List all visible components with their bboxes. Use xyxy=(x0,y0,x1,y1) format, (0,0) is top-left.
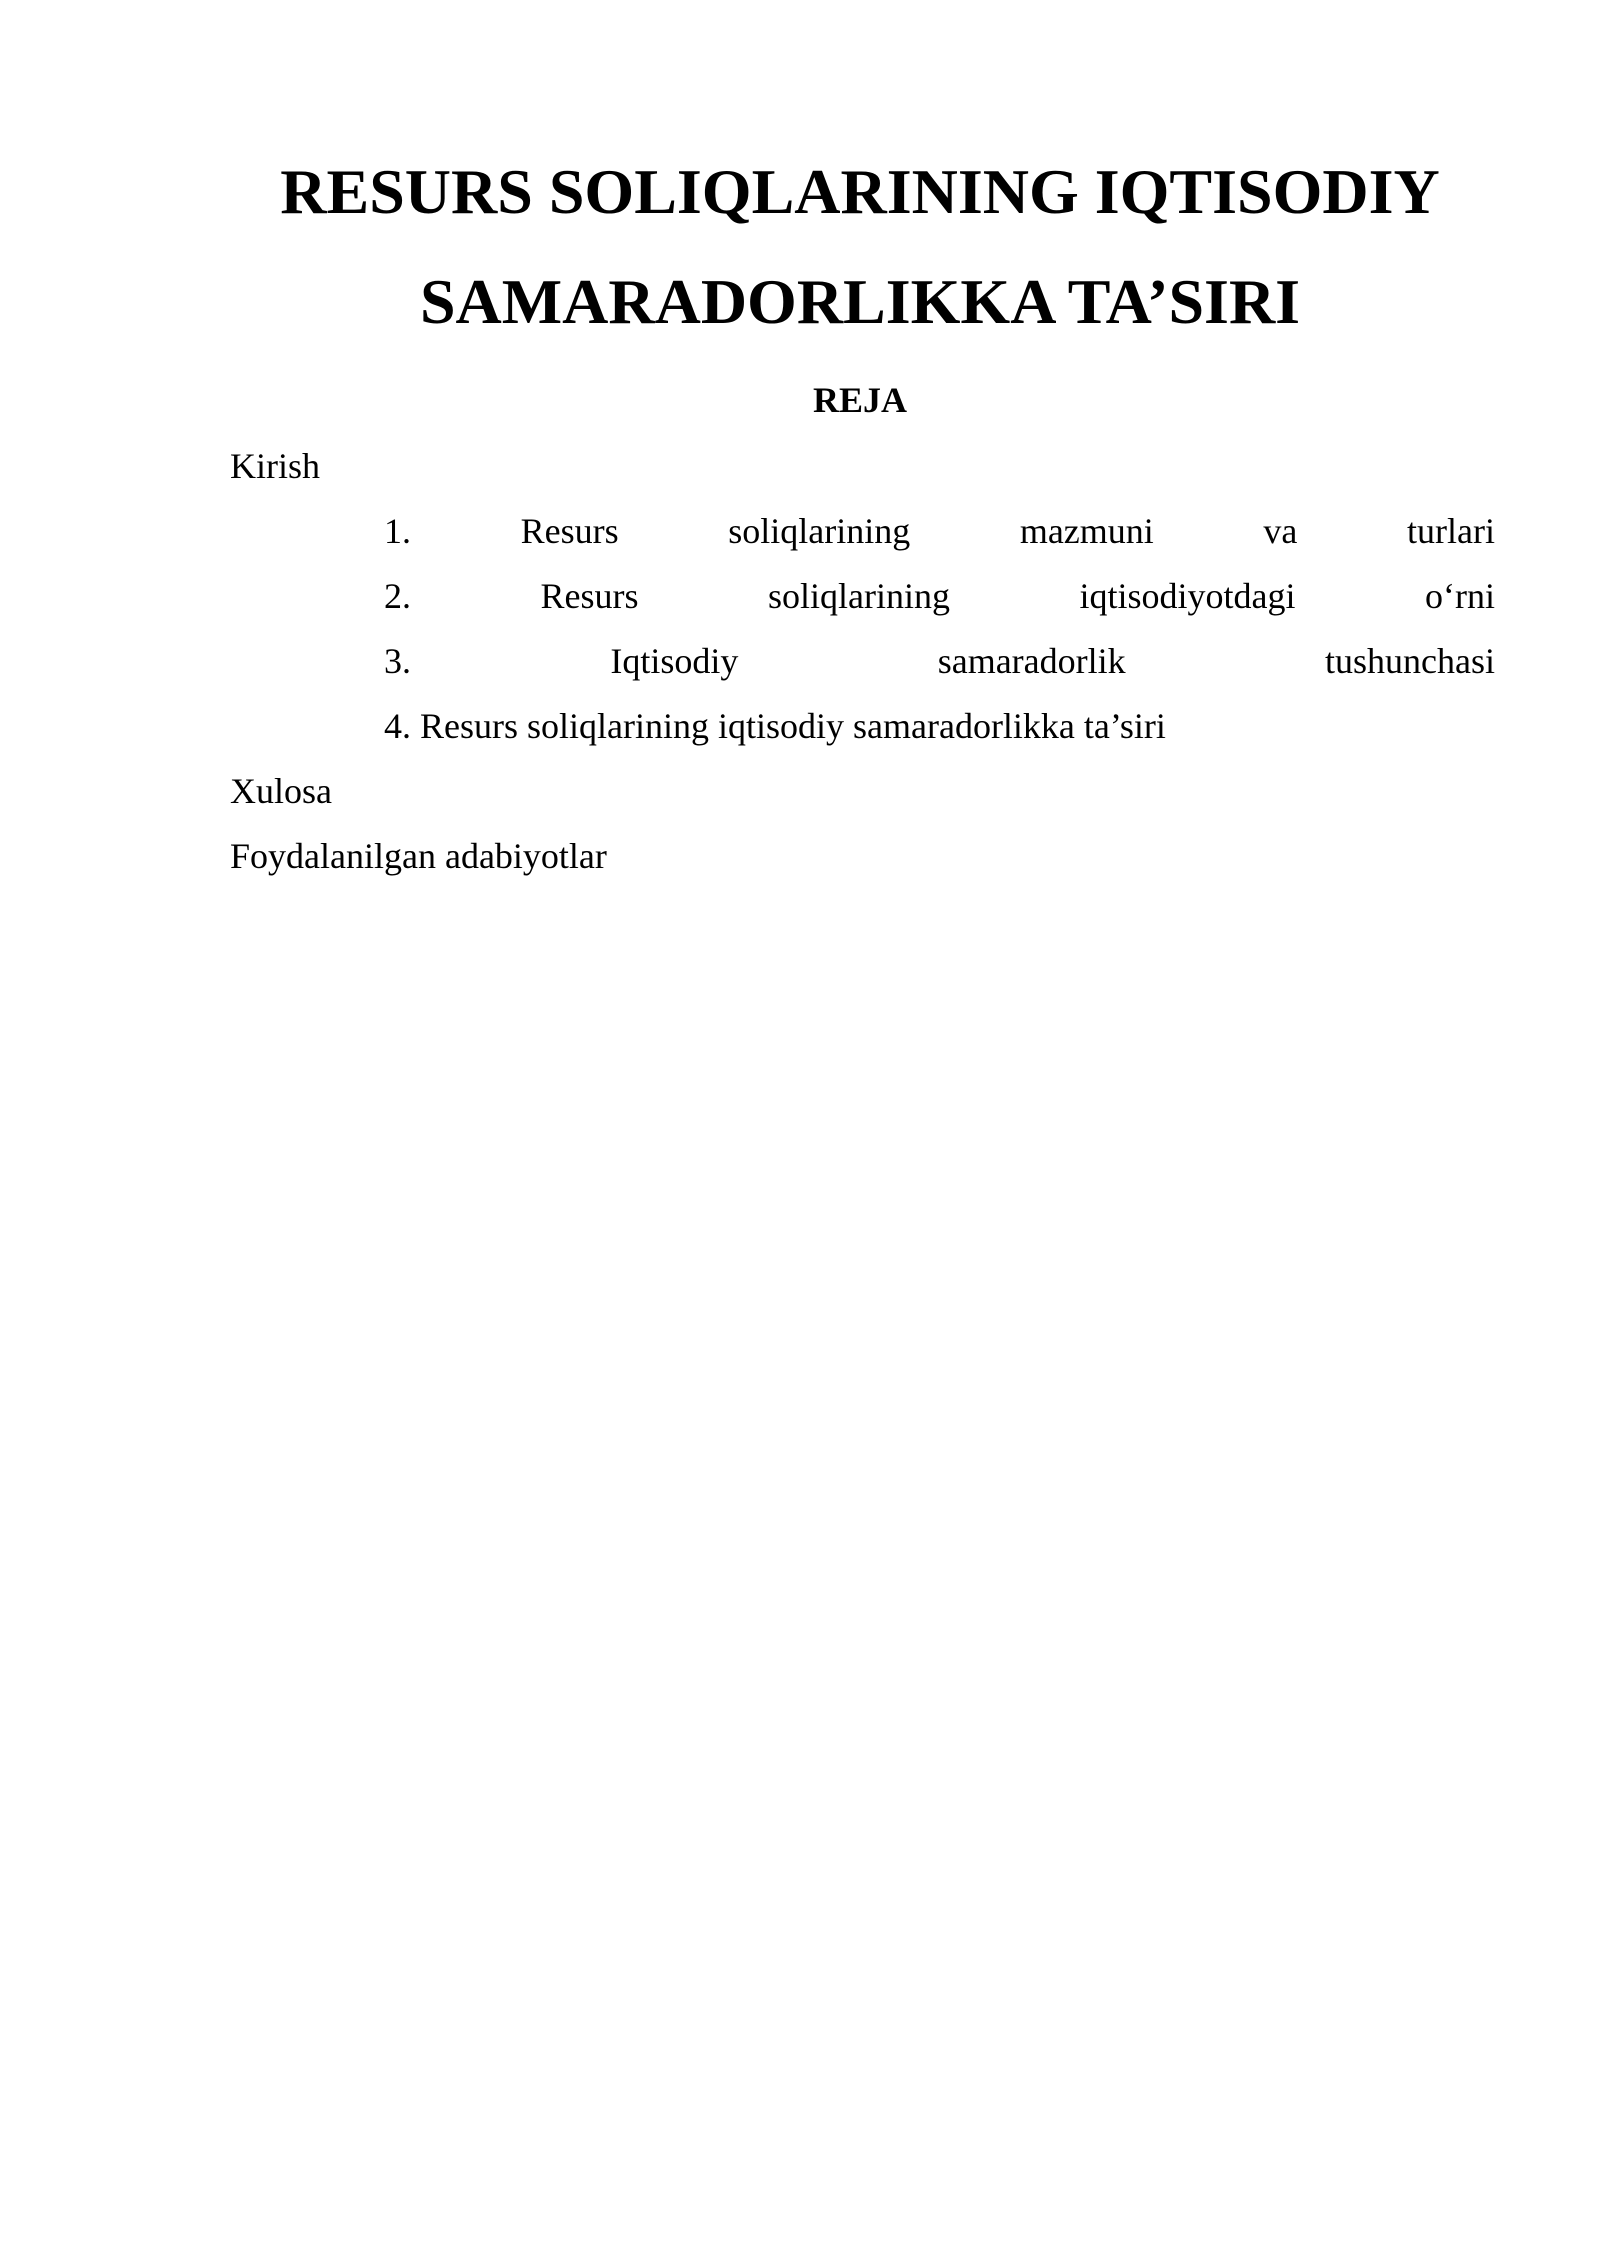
plan-item-3-word: samaradorlik xyxy=(937,641,1126,681)
intro-entry: Kirish xyxy=(230,446,320,486)
plan-item-3 xyxy=(384,641,1495,681)
references-entry: Foydalanilgan adabiyotlar xyxy=(230,836,607,876)
plan-item-3-word: Iqtisodiy xyxy=(610,641,739,681)
plan-item-1-word: mazmuni xyxy=(1019,511,1154,551)
plan-item-1-number: 1. xyxy=(384,511,411,551)
plan-item-1-word: turlari xyxy=(1407,511,1495,551)
plan-item-1 xyxy=(384,511,1495,551)
plan-item-2 xyxy=(384,576,1495,616)
plan-item-3-number: 3. xyxy=(384,641,411,681)
plan-item-1-word: soliqlarining xyxy=(728,511,911,551)
document-title-line-2: SAMARADORLIKKA TA’SIRI xyxy=(419,266,1301,337)
plan-item-4: 4. Resurs soliqlarining iqtisodiy samaradorlikka ta’siri xyxy=(384,706,1166,746)
plan-item-1-word: va xyxy=(1263,511,1298,551)
plan-item-2-word: o‘rni xyxy=(1425,576,1495,616)
plan-item-2-number: 2. xyxy=(384,576,411,616)
plan-item-3-word: tushunchasi xyxy=(1324,641,1495,681)
plan-item-2-word: iqtisodiyotdagi xyxy=(1079,576,1296,616)
plan-item-2-word: Resurs xyxy=(540,576,639,616)
document-title-line-1: RESURS SOLIQLARINING IQTISODIY xyxy=(280,156,1440,227)
plan-item-1-word: Resurs xyxy=(520,511,619,551)
plan-item-2-word: soliqlarining xyxy=(768,576,950,616)
plan-heading: REJA xyxy=(812,380,907,420)
conclusion-entry: Xulosa xyxy=(230,771,332,811)
